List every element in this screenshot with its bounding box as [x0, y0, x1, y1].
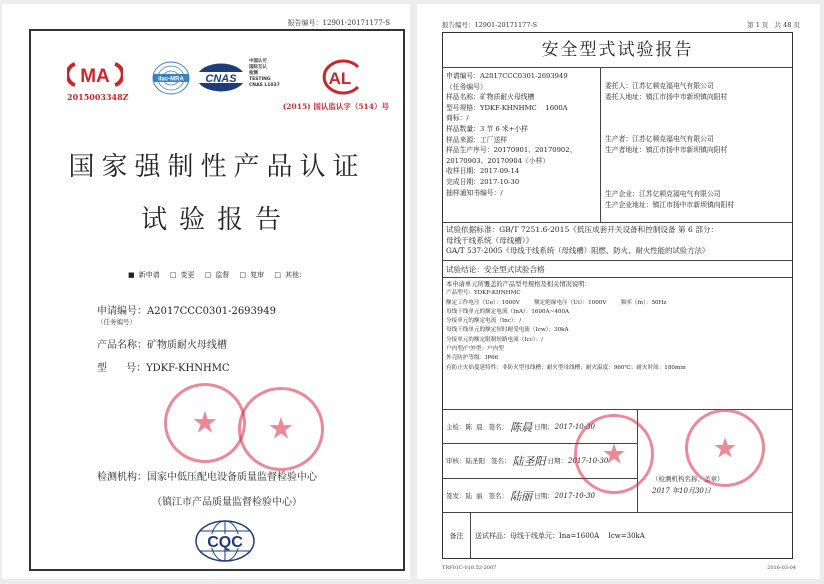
info-serial-no: 样品生产序号：20170901、20170902、: [446, 146, 577, 155]
handwritten-signature: 陆圣阳: [512, 454, 546, 468]
producer: 生产者：江苏亿顿克福电气有限公司: [605, 135, 714, 143]
factory-address: 生产企业地址：镇江市扬中市新坝镇向阳村: [605, 200, 735, 209]
cqc-logo-icon: [194, 519, 256, 563]
handwritten-signature: 陆丽: [510, 489, 533, 503]
report-number: 报告编号：12901-20171177-S: [287, 19, 390, 27]
product-model: 型 号：YDKF-KHNHMC: [97, 363, 230, 374]
spec-line: 产品型号：YDKF-KHNHMC: [446, 290, 521, 297]
info-serial-no-cont: 20170903、20170904（小样）: [446, 156, 550, 165]
cover-page: [2, 4, 410, 579]
check-new: ■ 新申请: [127, 271, 160, 279]
svg-text:ilac-MRA: ilac-MRA: [158, 76, 184, 83]
application-number: 申请编号：A2017CCC0301-2693949: [97, 306, 276, 317]
report-title: 安全型式试验报告: [443, 33, 792, 68]
svg-text:CNAS: CNAS: [205, 73, 237, 85]
sample-info: [443, 68, 601, 222]
form-date: 2016-03-04: [767, 565, 796, 571]
producer-group: [605, 134, 727, 155]
info-trademark: 商标：/: [446, 114, 469, 123]
remarks-value: 送试样品：母线干线单元：Ina=1600A Icw=30kA: [475, 531, 645, 540]
report-footer: [442, 565, 796, 571]
application-type-checks: [31, 270, 403, 280]
sample-info-section: [443, 68, 792, 223]
client-group: [605, 81, 727, 102]
spec-line: 分接单元的额定电流（Inc）：/: [446, 318, 522, 325]
testing-organization: 检测机构：国家中低压配电设备质量监督检验中心: [97, 472, 317, 483]
product-spec: [443, 278, 792, 410]
svg-text:AL: AL: [328, 69, 352, 88]
info-sample-name: 样品名称：矿物质耐火母线槽: [446, 93, 535, 102]
factory-group: [605, 189, 734, 210]
seal-stamp-center: ★: [238, 387, 324, 471]
signature-row-inspector: 主检： 陈 晨 签名： 陈晨 日期： 2017-10-30: [443, 410, 637, 444]
cover-subtitle: 试验报告: [140, 205, 293, 235]
standard-line: 母线干线系统（母线槽）》: [446, 235, 534, 245]
seal-stamp-zhenjiang: ★: [164, 383, 246, 463]
testing-organization-sub: （镇江市产品质量监督检验中心）: [152, 497, 302, 508]
report-page: [417, 4, 820, 579]
info-model-spec: 型号规格：YDKF-KHNHMC 1600A: [446, 103, 568, 112]
spec-line: 外壳防护等级：IP66: [446, 355, 499, 362]
signature-row-issuer: 签发： 陆 丽 签名： 陆丽 日期： 2017-10-30: [446, 489, 595, 503]
svg-text:CQC: CQC: [207, 534, 243, 551]
cover-frame: [29, 29, 405, 571]
cal-number: (2015) 国认监认字（514）号: [282, 102, 389, 111]
spec-line: 额定工作电压（Ue）：1000V 额定绝缘电压（Ui）：1000V 频率（fn）：50Hz: [446, 299, 667, 306]
product-name: 产品名称：矿物质耐火母线槽: [97, 340, 227, 351]
cma-number: 2015003348Z: [67, 92, 129, 102]
spec-line: 户内型/户外型：户内型: [446, 346, 504, 353]
remarks-row: [443, 513, 792, 558]
svg-text:MA: MA: [80, 66, 110, 87]
info-complete-date: 完成日期：2017-10-30: [446, 177, 520, 186]
cma-logo-icon: [67, 62, 123, 87]
info-task-no: （任务编号）: [446, 82, 487, 91]
report-number: 报告编号：12901-20171177-S: [442, 21, 538, 29]
stamp-label: （检测机构名称、盖章）: [652, 475, 724, 483]
producer-address: 生产者地址：镇江市扬中市新坝镇向阳村: [605, 145, 728, 154]
client: 委托人：江苏亿顿克福电气有限公司: [605, 82, 714, 90]
test-conclusion: 试验结论：安全型式试验合格: [443, 261, 792, 278]
signature-row-reviewer: 审核： 陆圣阳 签名： 陆圣阳 日期： 2017-10-30: [443, 444, 637, 478]
spec-line: 分接单元的额定限制短路电流（Icc）：/: [446, 336, 544, 343]
form-code: TRF01C-010.52-2007: [442, 565, 497, 571]
spec-line: 母线干线单元的额定短时耐受电流（Icw）：30kA: [446, 327, 569, 334]
report-header: [442, 20, 800, 29]
check-change: □ 变更: [169, 271, 195, 279]
seal-stamp-zhenjiang: ★: [574, 414, 654, 494]
info-sample-qty: 样品数量：3 节 6 米+小样: [446, 124, 528, 133]
cnas-text: 中国认可 国际互认 检测 TESTING CNAS L1037: [249, 59, 280, 88]
spec-line: 母线干线单元的额定电流（InA）：1600A~400A: [446, 308, 570, 315]
stamp-date: 2017 年10月30日: [652, 487, 711, 495]
party-info: [601, 68, 792, 222]
cover-title: 国家强制性产品认证: [68, 152, 366, 182]
info-receive-date: 收样日期：2017-09-14: [446, 167, 520, 176]
check-supervise: □ 监督: [204, 271, 230, 279]
standard-line: GA/T 537-2005《母线干线系统（母线槽）阻燃、防火、耐火性能的试验方法》: [446, 246, 710, 255]
task-number-label: （任务编号）: [97, 318, 136, 326]
test-standards: [443, 223, 792, 261]
remarks-label: 备注: [443, 513, 471, 558]
page-indicator: 第 1 页 共 48 页: [747, 21, 800, 29]
ilac-mra-logo-icon: [151, 61, 191, 95]
spec-line: 本申请单元所覆盖的产品型号规格及相关情况说明：: [446, 281, 591, 288]
info-application-no: 申请编号：A2017CCC0301-2693949: [446, 72, 568, 80]
client-address: 委托人地址：镇江市扬中市新坝镇向阳村: [605, 92, 728, 101]
factory: 生产企业：江苏亿顿克福电气有限公司: [605, 190, 721, 198]
check-review: □ 复审: [239, 271, 265, 279]
check-other: □ 其他：: [274, 271, 307, 279]
handwritten-signature: 陈晨: [510, 420, 533, 434]
info-sample-source: 样品来源：工厂送样: [446, 135, 508, 144]
standard-line: 试验依据标准：GB/T 7251.6-2015《低压成套开关设备和控制设备 第 6 部分：: [446, 225, 719, 234]
cal-logo-icon: [318, 59, 364, 95]
seal-stamp-center: ★: [685, 409, 765, 487]
info-sampling-notice: 抽样通知书编号：/: [446, 188, 503, 197]
spec-line: 有防止火焰蔓延特性：非防火型母线槽；耐火型母线槽；耐火温度：960℃；耐火时间：180min: [446, 364, 686, 371]
cnas-logo-icon: [196, 63, 246, 92]
